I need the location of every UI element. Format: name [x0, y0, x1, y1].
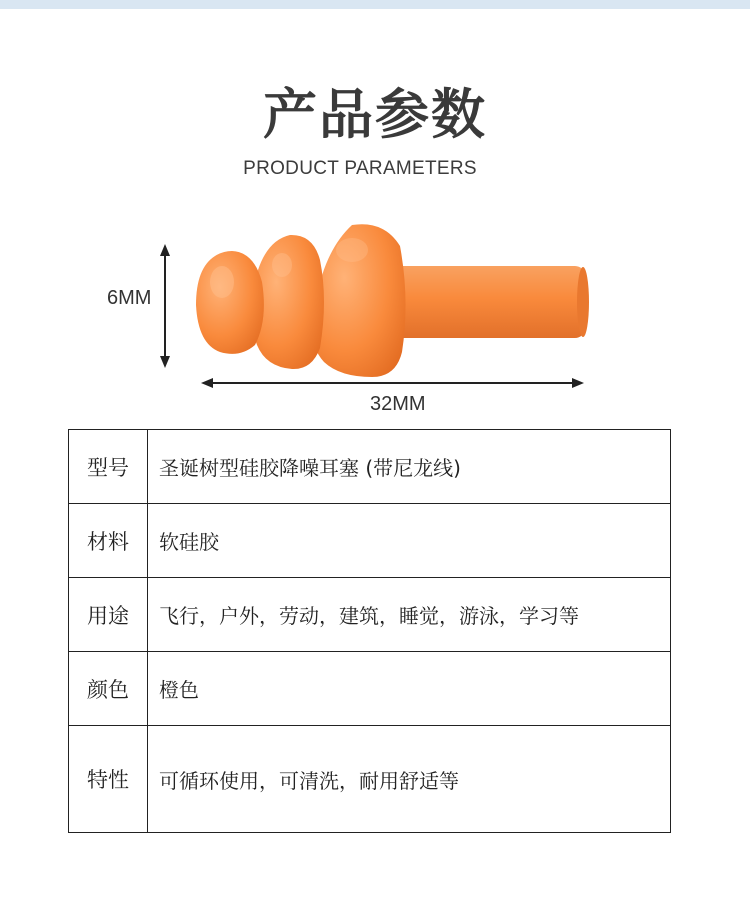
spec-value-usage: 飞行，户外，劳动，建筑，睡觉，游泳，学习等: [148, 578, 671, 652]
spec-value-color: 橙色: [148, 652, 671, 726]
spec-value-features: 可循环使用，可清洗，耐用舒适等: [148, 726, 671, 833]
table-row: [69, 652, 671, 726]
spec-key-usage: 用途: [69, 578, 148, 652]
table-row: [69, 578, 671, 652]
page-title: 产品参数: [263, 83, 487, 146]
earplug-stem: [380, 266, 585, 338]
spec-key-model: 型号: [69, 430, 148, 504]
spec-key-features: 特性: [69, 726, 148, 833]
top-accent-bar: [0, 0, 750, 9]
spec-value-material: 软硅胶: [148, 504, 671, 578]
earplug-illustration: [150, 210, 600, 410]
spec-value-model: 圣诞树型硅胶降噪耳塞 (带尼龙线): [148, 430, 671, 504]
table-row: [69, 726, 671, 833]
spec-key-color: 颜色: [69, 652, 148, 726]
height-dimension-arrow: [160, 244, 170, 368]
length-dimension-arrow: [201, 378, 584, 388]
height-dimension-label: 6MM: [107, 287, 152, 309]
table-row: [69, 430, 671, 504]
spec-key-material: 材料: [69, 504, 148, 578]
page-subtitle: PRODUCT PARAMETERS: [243, 158, 477, 179]
earplug-tip: [196, 251, 264, 354]
product-spec-table: [68, 429, 671, 833]
length-dimension-label: 32MM: [370, 393, 426, 415]
table-row: [69, 504, 671, 578]
